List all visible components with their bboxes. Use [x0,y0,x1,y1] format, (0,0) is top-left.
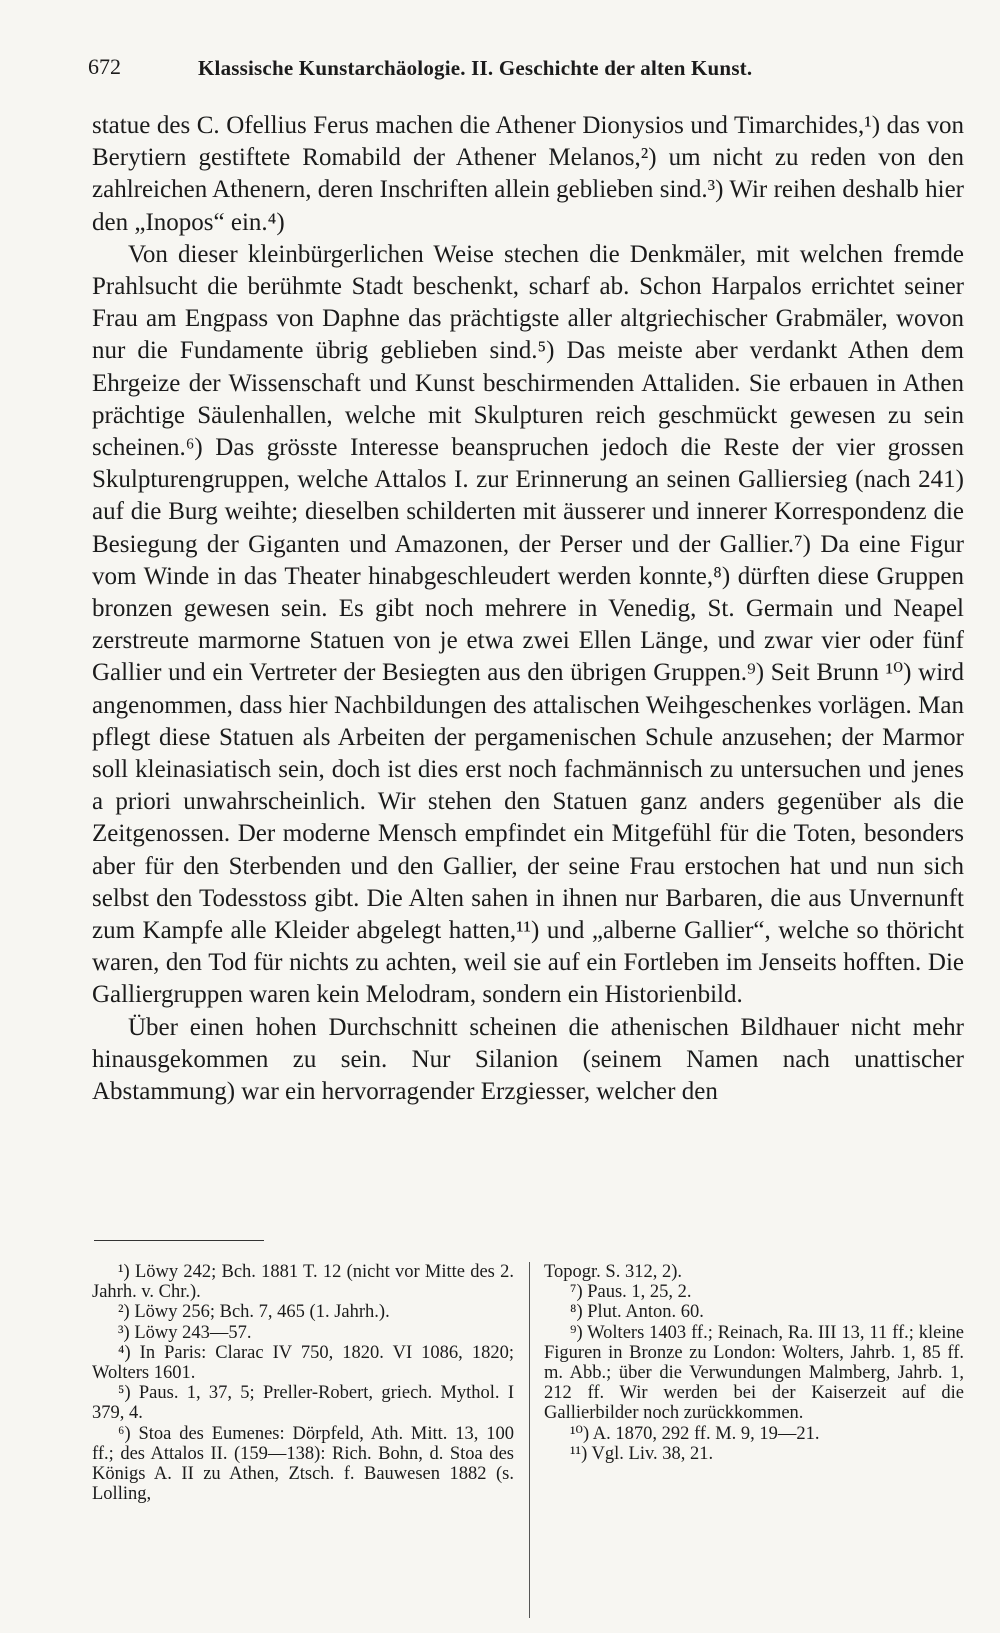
footnote-10: ¹⁰) A. 1870, 292 ff. M. 9, 19—21. [570,1423,820,1444]
footnote-6-continued: Topogr. S. 312, 2). [544,1262,682,1282]
page-header [88,46,924,86]
footnote-1: ¹) Löwy 242; Bch. 1881 T. 12 (nicht vor Mitte des 2. Jahrh. v. Chr.). [92,1262,514,1303]
footnote-6: ⁶) Stoa des Eumenes: Dörpfeld, Ath. Mitt. 13, 100 ff.; des Attalos II. (159—138): Rich. Bohn, d. Stoa des Königs A. II zu Athen, Ztsch. f. Bauwesen 1882 (s. Lolling, [92,1423,514,1505]
footnote-3: ³) Löwy 243—57. [118,1322,252,1343]
page-number: 672 [88,54,121,79]
footnote-rule [94,1240,264,1241]
footnote-9: ⁹) Wolters 1403 ff.; Reinach, Ra. III 13, 11 ff.; kleine Figuren in Bronze zu London: Wolters, Jahrb. 1, 85 ff. m. Abb.; über die Verwundungen Malmberg, Jahrb. 1, 212 ff. Wir werden bei der Kaiserzeit auf die Gallierbilder noch zurückkommen. [544,1322,964,1424]
running-title: Klassische Kunstarchäologie. II. Geschichte der alten Kunst. [198,56,753,80]
footnote-2: ²) Löwy 256; Bch. 7, 465 (1. Jahrh.). [118,1302,390,1323]
footnote-4: ⁴) In Paris: Clarac IV 750, 1820. VI 1086, 1820; Wolters 1601. [92,1342,514,1384]
footnotes-right-column [544,1262,964,1464]
paragraph-2: Von dieser kleinbürgerlichen Weise stechen die Denkmäler, mit welchen fremde Prahlsucht die berühmte Stadt beschenkt, scharf ab. Schon Harpalos errichtet seiner Frau am Engpass von Daphne das prächtigste aller altgriechischer Grabmäler, wovon nur die Fundamente übrig geblieben sind.⁵) Das meiste aber verdankt Athen dem Ehrgeize der Wissenschaft und Kunst beschirmenden Attaliden. Sie erbauen in Athen prächtige Säulenhallen, welche mit Skulpturen reich geschmückt gewesen zu sein scheinen.⁶) Das grösste Interesse beanspruchen jedoch die Reste der vier grossen Skulpturengruppen, welche Attalos I. zur Erinnerung an seinen Galliersieg (nach 241) auf die Burg weihte; dieselben schilderten mit äusserer und innerer Korrespondenz die Besiegung der Giganten und Amazonen, der Perser und der Gallier.⁷) Da eine Figur vom Winde in das Theater hinabgeschleudert werden konnte,⁸) dürften diese Gruppen bronzen gewesen sein. Es gibt noch mehrere in Venedig, St. Germain und Neapel zerstreute marmorne Statuen von je etwa zwei Ellen Länge, und zwar vier oder fünf Gallier und ein Vertreter der Besiegten aus den übrigen Gruppen.⁹) Seit Brunn ¹⁰) wird angenommen, dass hier Nachbildungen des attalischen Weihgeschenkes vorlägen. Man pflegt diese Statuen als Arbeiten der pergamenischen Schule anzusehen; der Marmor soll kleinasiatisch sein, doch ist dies erst noch fachmännisch zu untersuchen und jenes a priori unwahrscheinlich. Wir stehen den Statuen ganz anders gegenüber als die Zeitgenossen. Der moderne Mensch empfindet ein Mitgefühl für die Toten, besonders aber für den Sterbenden und den Gallier, der seine Frau erstochen hat und nun sich selbst den Todesstoss gibt. Die Alten sahen in ihnen nur Barbaren, die aus Unvernunft zum Kampfe alle Kleider abgelegt hatten,¹¹) und „alberne Gallier“, welche so thöricht waren, den Tod für nichts zu achten, weil sie auf ein Fortleben im Jenseits hofften. Die Galliergruppen waren kein Melodram, sondern ein Historienbild. [92,240,964,1009]
footnote-column-divider [529,1262,530,1618]
main-text [92,110,964,1108]
footnote-7: ⁷) Paus. 1, 25, 2. [570,1282,692,1303]
footnotes-left-column [92,1262,514,1504]
footnote-11: ¹¹) Vgl. Liv. 38, 21. [570,1443,714,1464]
footnote-5: ⁵) Paus. 1, 37, 5; Preller-Robert, griech. Mythol. I 379, 4. [92,1383,514,1424]
paragraph-1: statue des C. Ofellius Ferus machen die Athener Dionysios und Timarchides,¹) das von Berytiern gestiftete Romabild der Athener Melanos,²) um nicht zu reden von den zahlreichen Athenern, deren Inschriften allein geblieben sind.³) Wir reihen deshalb hier den „Inopos“ ein.⁴) [92,112,964,236]
paragraph-3: Über einen hohen Durchschnitt scheinen die athenischen Bildhauer nicht mehr hinausgekommen zu sein. Nur Silanion (seinem Namen nach unattischer Abstammung) war ein hervorragender Erzgiesser, welcher den [92,1013,964,1106]
footnote-8: ⁸) Plut. Anton. 60. [570,1302,704,1323]
